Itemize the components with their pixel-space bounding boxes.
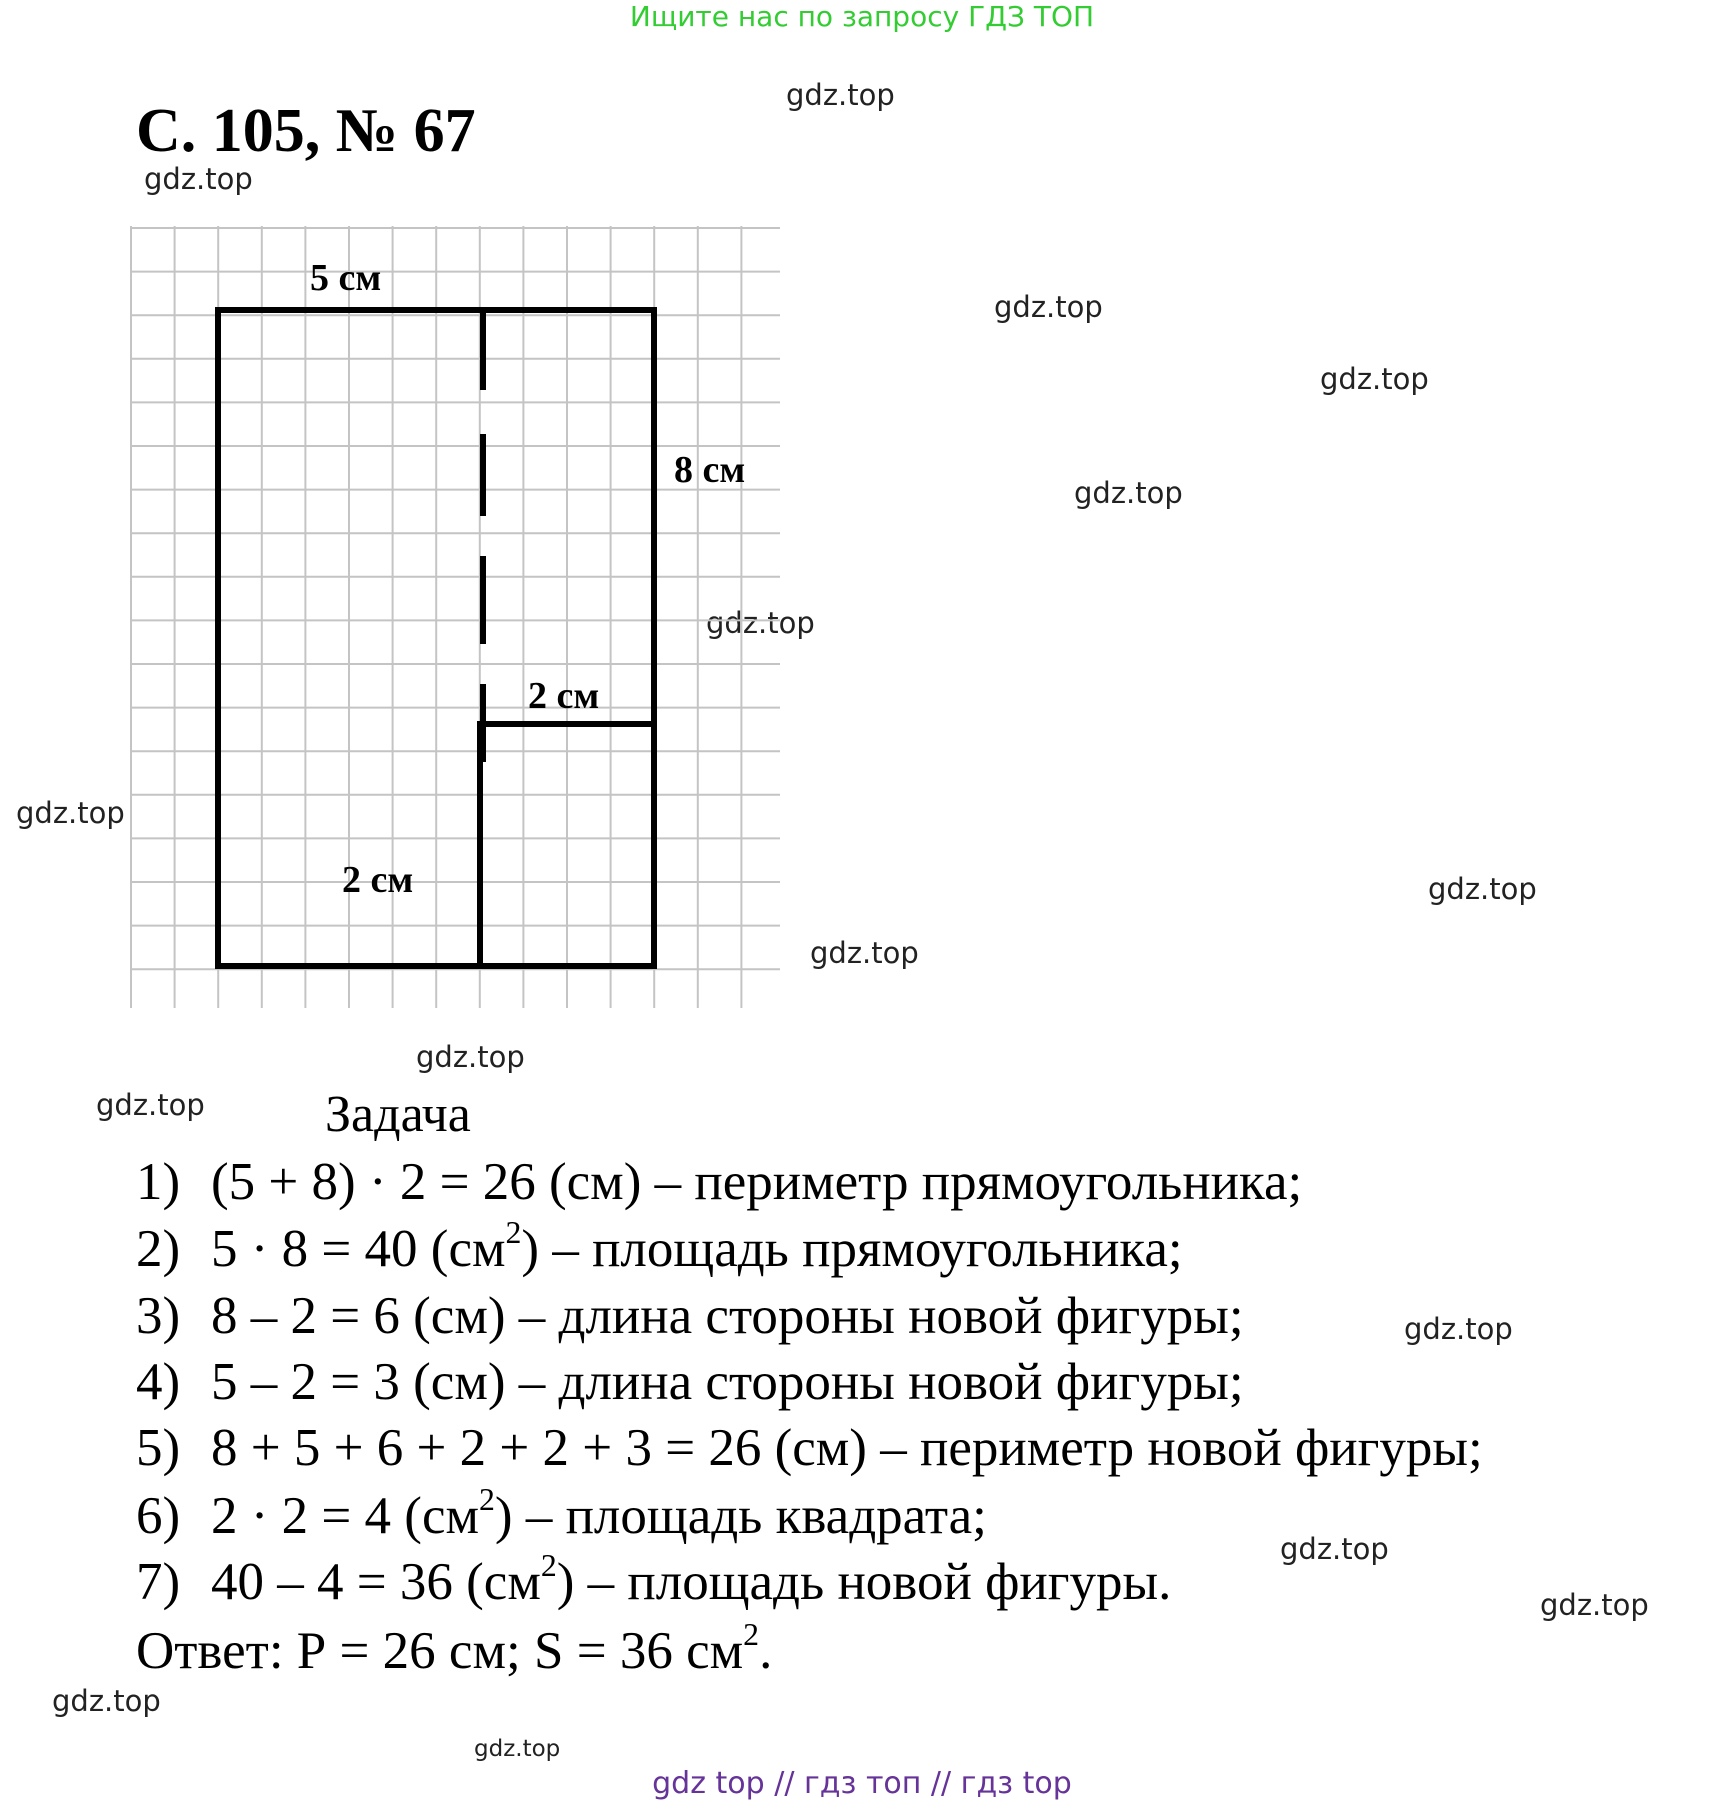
watermark: gdz.top <box>1404 1312 1513 1346</box>
label-square-top: 2 см <box>528 675 600 717</box>
watermark: gdz.top <box>144 162 253 196</box>
label-bottom: 2 см <box>342 859 414 901</box>
step-number: 4) <box>136 1353 181 1411</box>
page-title: С. 105, № 67 <box>136 97 476 165</box>
step-expression: 5 · 8 = 40 (см <box>211 1220 506 1278</box>
step-description: ) – площадь прямоугольника; <box>521 1220 1183 1278</box>
watermark: gdz.top <box>706 606 815 640</box>
step-expression: 5 – 2 = 3 (см) <box>211 1353 506 1411</box>
watermark: gdz.top <box>1540 1588 1649 1622</box>
step-expression: 8 – 2 = 6 (см) <box>211 1287 506 1345</box>
watermark: gdz.top <box>1074 476 1183 510</box>
step-number: 1) <box>136 1153 181 1211</box>
superscript: 2 <box>505 1214 522 1250</box>
step-1 <box>136 1152 1302 1212</box>
watermark: gdz.top <box>416 1040 525 1074</box>
watermark: gdz.top <box>52 1684 161 1718</box>
grid-figure <box>130 226 790 1016</box>
watermark: gdz.top <box>96 1088 205 1122</box>
label-top: 5 см <box>310 257 382 299</box>
step-expression: 8 + 5 + 6 + 2 + 2 + 3 = 26 (см) <box>211 1419 867 1477</box>
step-expression: (5 + 8) · 2 = 26 (см) <box>211 1153 642 1211</box>
watermark: gdz.top <box>994 290 1103 324</box>
step-number: 5) <box>136 1419 181 1477</box>
step-description: – длина стороны новой фигуры; <box>505 1287 1244 1345</box>
step-5 <box>136 1418 1483 1478</box>
step-number: 2) <box>136 1220 181 1278</box>
step-expression: 40 – 4 = 36 (см <box>211 1553 541 1611</box>
superscript: 2 <box>479 1481 495 1517</box>
watermark: gdz.top <box>786 78 895 112</box>
watermark: gdz.top <box>810 936 919 970</box>
watermark: gdz.top <box>474 1736 561 1762</box>
step-number: 7) <box>136 1553 181 1611</box>
step-description: – периметр прямоугольника; <box>641 1153 1303 1211</box>
step-3 <box>136 1286 1244 1346</box>
step-description: ) – площадь новой фигуры. <box>556 1553 1172 1611</box>
search-banner[interactable]: Ищите нас по запросу ГДЗ ТОП <box>629 0 1095 33</box>
answer-line <box>136 1616 773 1682</box>
step-4 <box>136 1352 1244 1412</box>
answer-text: Ответ: Р = 26 см; S = 36 см <box>136 1622 744 1680</box>
step-description: ) – площадь квадрата; <box>494 1487 987 1545</box>
watermark: gdz.top <box>1428 872 1537 906</box>
task-heading: Задача <box>325 1086 471 1143</box>
step-2 <box>136 1214 1183 1279</box>
superscript: 2 <box>540 1547 557 1583</box>
label-right: 8 см <box>674 449 746 491</box>
watermark: gdz.top <box>1320 362 1429 396</box>
step-7 <box>136 1547 1172 1612</box>
superscript: 2 <box>743 1616 760 1652</box>
step-description: – длина стороны новой фигуры; <box>505 1353 1244 1411</box>
step-number: 6) <box>136 1487 181 1545</box>
watermark: gdz.top <box>16 796 125 830</box>
step-6 <box>136 1481 987 1546</box>
answer-end: . <box>759 1622 773 1680</box>
watermark: gdz.top <box>1280 1532 1389 1566</box>
footer-links[interactable]: gdz top // гдз топ // гдз top <box>652 1766 1072 1801</box>
step-expression: 2 · 2 = 4 (см <box>211 1487 480 1545</box>
step-description: – периметр новой фигуры; <box>866 1419 1483 1477</box>
step-number: 3) <box>136 1287 181 1345</box>
grid-lines <box>130 226 780 1008</box>
